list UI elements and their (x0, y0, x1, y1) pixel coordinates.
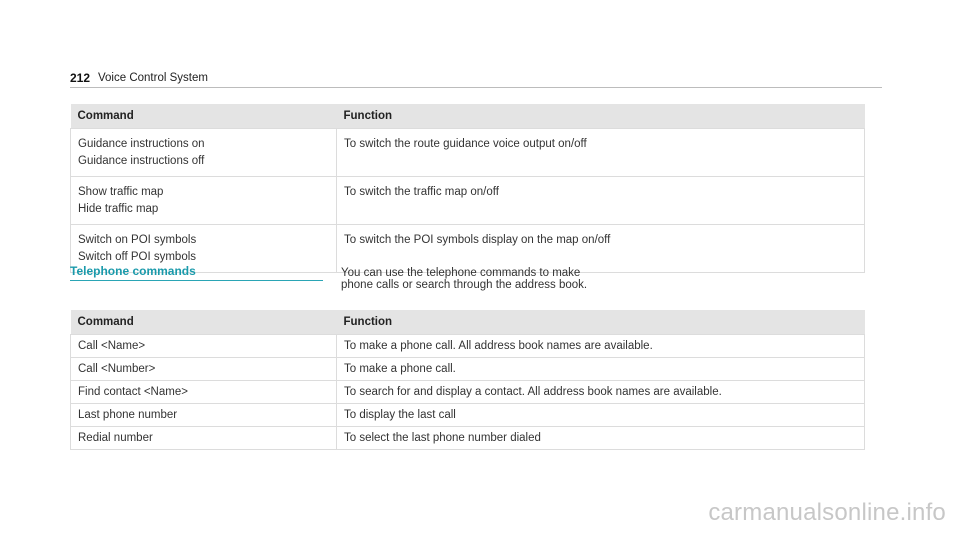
intro-line: You can use the telephone commands to make (341, 267, 581, 279)
command-cell (71, 177, 337, 225)
function-cell: To switch the route guidance voice output on/off (337, 129, 865, 177)
command-cell (71, 129, 337, 177)
command-cell: Call <Name> (71, 335, 337, 358)
table-row (71, 404, 865, 427)
function-cell: To switch the traffic map on/off (337, 177, 865, 225)
table-row (71, 335, 865, 358)
page-number: 212 (70, 71, 91, 85)
table-row (71, 129, 865, 177)
telephone-intro-text (341, 267, 601, 291)
command-cell: Call <Number> (71, 358, 337, 381)
function-cell: To make a phone call. All address book names are available. (337, 335, 865, 358)
column-header-command: Command (71, 104, 337, 129)
table-header-row (71, 310, 865, 335)
function-cell: To switch the POI symbols display on the map on/off (337, 225, 865, 273)
command-text: Hide traffic map (78, 203, 159, 215)
command-cell: Last phone number (71, 404, 337, 427)
command-text: Guidance instructions on (78, 138, 205, 150)
command-text: Show traffic map (78, 186, 164, 198)
intro-line: phone calls or search through the address book. (341, 279, 588, 291)
function-cell: To select the last phone number dialed (337, 427, 865, 450)
column-header-command: Command (71, 310, 337, 335)
table-row (71, 177, 865, 225)
navigation-commands-table (70, 104, 865, 273)
table-row (71, 358, 865, 381)
column-header-function: Function (337, 104, 865, 129)
column-header-function: Function (337, 310, 865, 335)
table-row (71, 427, 865, 450)
command-text: Guidance instructions off (78, 155, 205, 167)
function-cell: To display the last call (337, 404, 865, 427)
section-name: Voice Control System (98, 72, 208, 84)
section-heading-telephone-commands: Telephone commands (70, 264, 323, 281)
command-text: Switch off POI symbols (78, 251, 197, 263)
table-row (71, 381, 865, 404)
command-text: Switch on POI symbols (78, 234, 197, 246)
table-header-row (71, 104, 865, 129)
command-cell: Redial number (71, 427, 337, 450)
command-cell: Find contact <Name> (71, 381, 337, 404)
watermark: carmanualsonline.info (708, 499, 946, 526)
page-header (70, 71, 882, 88)
telephone-commands-table (70, 310, 865, 450)
function-cell: To search for and display a contact. All address book names are available. (337, 381, 865, 404)
function-cell: To make a phone call. (337, 358, 865, 381)
